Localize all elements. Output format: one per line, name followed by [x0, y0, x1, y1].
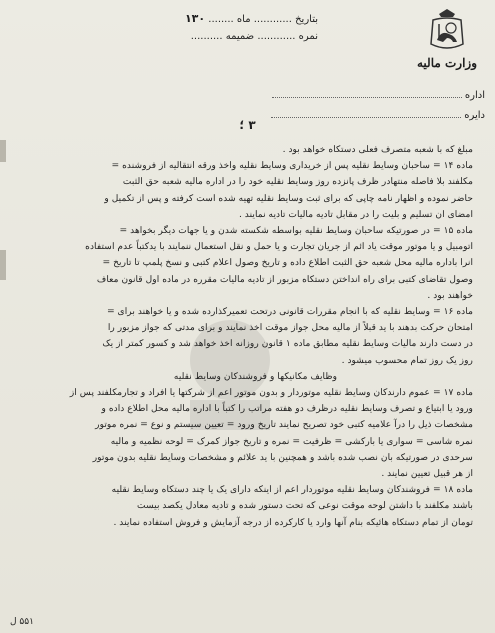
- date-number-block: [118, 10, 318, 45]
- body-line: ورود یا ابتیاع و تصرف وسایط نقلیه درظرف دو هفته مراتب را کتباً با اداره مالیه محل اطلاع داده و: [101, 403, 473, 415]
- body-line: ماده ۱۵ = در صورتیکه ساحبان وسایط نقلیه بواسطه شکسته شدن و یا جهات دیگر بخواهد =: [119, 225, 473, 237]
- ministry-block: [407, 8, 487, 70]
- margin-mark: [0, 250, 6, 280]
- body-line: حاضر نموده و اظهار نامه چاپی که برای ثبت وسایط نقلیه تهیه شده است کرفته و پس از تکمیل و: [104, 192, 473, 204]
- body-line: مشخصات ذیل را درآ علامیه کتبی خود تصریح نمایند تاریخ ورود = تعیین سیستم و نوع = نمره موتور: [95, 419, 473, 431]
- body-line: از هر قبیل تعیین نمایند .: [381, 468, 473, 480]
- number-row: نمره ............ ضمیمه ..........: [190, 31, 318, 42]
- attachment-label: ضمیمه: [225, 31, 255, 42]
- office-line: [272, 97, 462, 98]
- body-line: مکلفند بلا فاصله منتهادر ظرف پانزده روز وسایط نقلیه خود را در اداره مالیه شعبه حق الثبت: [122, 176, 473, 188]
- body-line: در دست دارند مالیات وسایط نقلیه مطابق ماده ۱ قانون روزانه اخذ خواهد شد و کسور کمتر از یک: [102, 338, 473, 350]
- section-heading: وظایف مکانیکها و فروشندکان وسایط نقلیه: [173, 370, 338, 382]
- date-row: بتاریخ ............ ماه ........ ۱۳۰: [184, 12, 318, 25]
- number-label: نمره: [298, 31, 318, 42]
- body-line: تومان از تمام دستکاه هائیکه بنام آنها وارد یا کارکرده از درجه آزمایش و فروش استفاده نمایند .: [113, 516, 473, 528]
- month-label: ماه: [236, 14, 251, 25]
- body-line: نمره شاسی = سواری یا بارکشی = ظرفیت = نمره و تاریخ جواز کمرک = لوحه نظمیه و مالیه: [110, 435, 473, 447]
- body-line: اتومبیل و یا موتور موقت یاد ائم از جریان تجارت و یا حمل و نقل استعمال ننمایند با یدکتباً عدم استفاده: [85, 241, 473, 253]
- date-label: بتاریخ: [295, 14, 318, 25]
- office-label: اداره: [464, 90, 485, 101]
- body-line: باشند مکلفند با داشتن لوحه موقت نوعی که تحت دستور شده و تادیه معادل یکصد بیست: [136, 500, 473, 512]
- body-line: ماده ۱۸ = فروشندکان وسایط نقلیه موتوردار اعم از اینکه دارای یک یا چند دستکاه وسایط نقلیه: [111, 484, 473, 496]
- footer-code: ۵۵۱ ل: [10, 617, 34, 627]
- body-line: ماده ۱۶ = وسایط نقلیه که با انجام مقررات قانونی درتحت تعمیرکذارده شده و یا خواهند برای =: [106, 306, 473, 318]
- body-line: امضای ان تسلیم و بلیت را در مقابل تادیه مالیات تادیه نمایند .: [238, 208, 473, 220]
- body-line: ماده ۱۴ = ساحبان وسایط نقلیه پس از خریداری وسایط نقلیه واخذ ورقه انتقالیه از فروشنده =: [111, 160, 473, 172]
- ministry-name: وزارت مالیه: [417, 56, 477, 70]
- body-line: خواهند بود .: [427, 289, 473, 301]
- year-value: ۱۳۰: [184, 12, 206, 25]
- body-line: ماده ۱۷ = عموم دارندکان وسایط نقلیه موتوردار و بدون موتور اعم از شرکتها یا افراد و تجارمکلفند پس از: [69, 387, 473, 399]
- document-body: [38, 142, 473, 531]
- body-line: مبلغ که با شعبه متصرف فعلی دستکاه خواهد بود .: [282, 144, 473, 155]
- page-marker: ۳ ؛: [239, 118, 256, 132]
- margin-mark: [0, 140, 6, 162]
- department-label: دایره: [464, 110, 485, 121]
- body-line: انرا باداره مالیه محل شعبه حق الثبت اطلاع داده و تاریخ وصول اعلام کتبی و نسخ پلمپ تا تاریخ =: [102, 257, 473, 269]
- body-line: وصول تقاضای کتبی برای راه انداختن دستکاه مزبور از تادیه مالیات مقرره در ماده اول قانون معاف: [96, 273, 473, 285]
- office-field: [271, 86, 485, 106]
- lion-and-sun-emblem-icon: [427, 8, 467, 54]
- body-line: سرحدی در صورتیکه بان نصب شده باشد و همچنین با ید علائم و مشخصات وسایط نقلیه بدون موتور: [92, 451, 473, 463]
- body-line: امتحان حرکت بدهند با ید قبلاً از مالیه محل جواز موقت اخذ نمایند و برای مدتی که جواز مزبور را: [107, 322, 473, 334]
- body-line: روز یک روز تمام محسوب میشود .: [341, 354, 473, 366]
